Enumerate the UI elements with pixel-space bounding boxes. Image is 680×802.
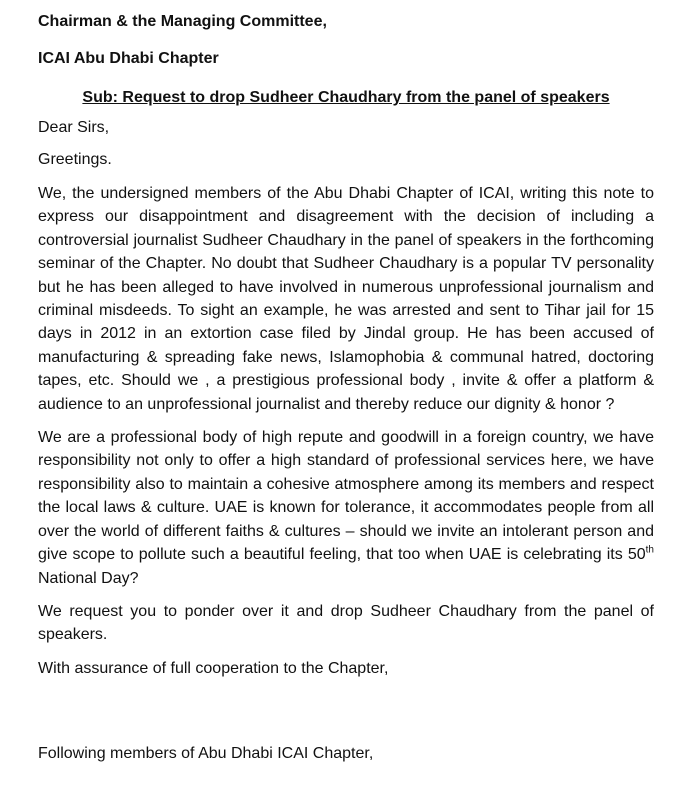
addressee-line-1: Chairman & the Managing Committee, (38, 13, 327, 30)
body-paragraph-2-end: National Day? (38, 569, 139, 587)
body-paragraph-2-text: We are a professional body of high repute and goodwill in a foreign country, we have responsibility not only to offer a high standard of professional services here, we have responsibility also to maintain a cohesive atmosphere among its members and respect the local laws & culture. UAE is known for tolerance, it accommodates people from all over the world of different faiths & cultures – should we invite an intolerant person and give scope to pollute such a beautiful feeling, that too when UAE is celebrating its 50 (38, 429, 654, 564)
ordinal-suffix: th (645, 544, 654, 556)
body-paragraph-2 (38, 426, 654, 590)
signoff-line: Following members of Abu Dhabi ICAI Chapter, (38, 744, 374, 762)
subject-line: Sub: Request to drop Sudheer Chaudhary from the panel of speakers (82, 89, 610, 106)
salutation: Dear Sirs, (38, 119, 110, 136)
closing-line: With assurance of full cooperation to the Chapter, (38, 659, 389, 677)
body-paragraph-3: We request you to ponder over it and drop Sudheer Chaudhary from the panel of speakers. (38, 602, 654, 644)
body-paragraph-1: We, the undersigned members of the Abu Dhabi Chapter of ICAI, writing this note to express our disappointment and disagreement with the decision of including a controversial journalist Sudheer Chaudhary in the panel of speakers in the forthcoming seminar of the Chapter. No doubt that Sudheer Chaudhary is a popular TV personality but he has been alleged to have involved in numerous unprofessional journalism and criminal misdeeds. To sight an example, he was arrested and sent to Tihar jail for 15 days in 2012 in an extortion case filed by Jindal group. He has been accused of manufacturing & spreading fake news, Islamophobia & communal hatred, doctoring tapes, etc. Should we , a prestigious professional body , invite & offer a platform & audience to an unprofessional journalist and thereby reduce our dignity & honor ? (38, 185, 654, 413)
greeting: Greetings. (38, 151, 112, 168)
addressee-line-2: ICAI Abu Dhabi Chapter (38, 50, 219, 67)
